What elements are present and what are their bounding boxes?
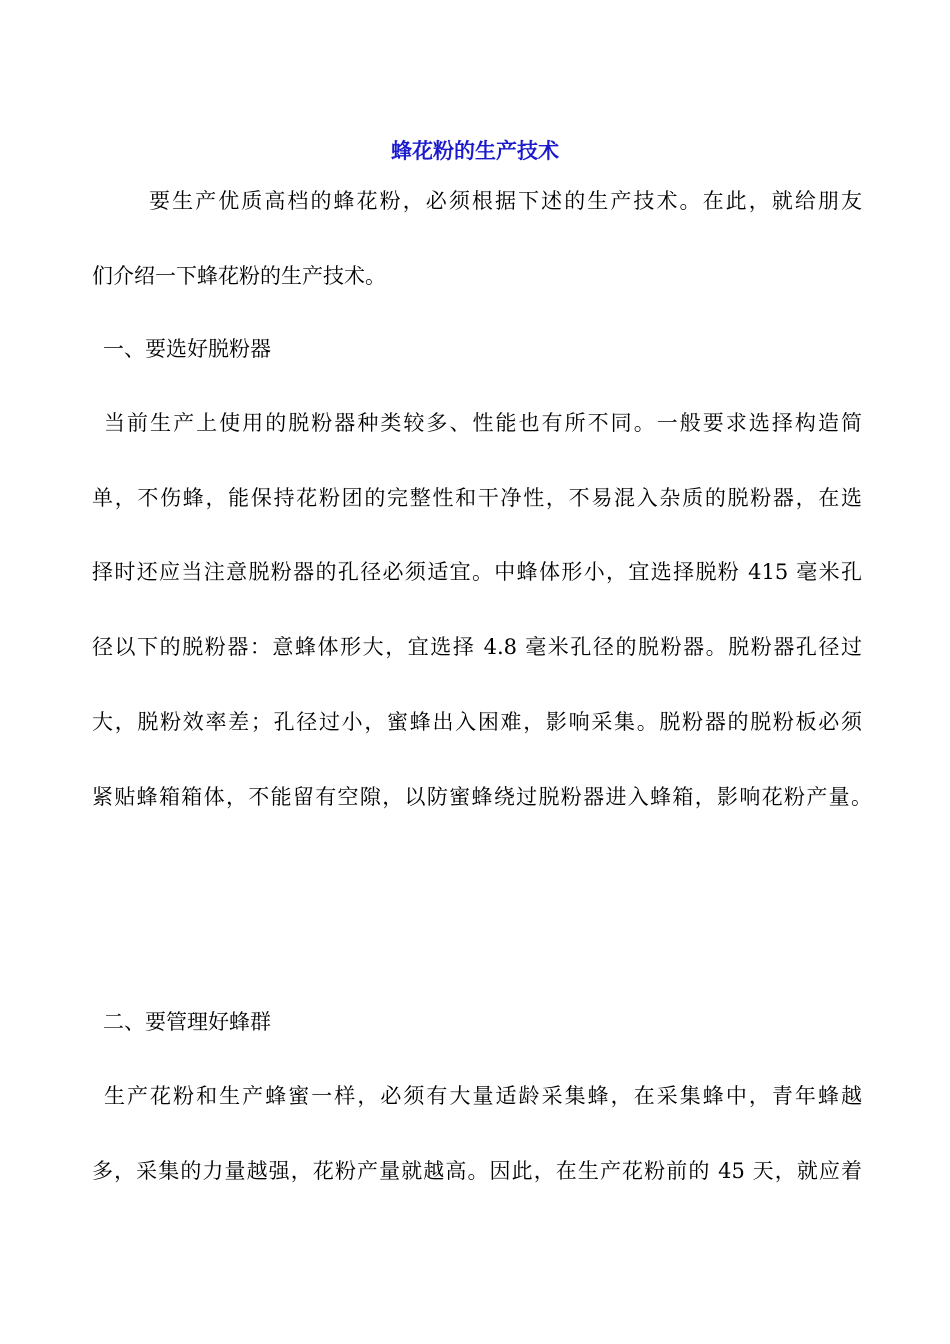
intro-line: 要生产优质高档的蜂花粉，必须根据下述的生产技术。在此，就给朋友 xyxy=(149,189,862,213)
paragraph-line: 单，不伤蜂，能保持花粉团的完整性和干净性，不易混入杂质的脱粉器，在选 xyxy=(92,486,862,510)
paragraph-line: 大，脱粉效率差；孔径过小，蜜蜂出入困难，影响采集。脱粉器的脱粉板必须 xyxy=(92,710,862,734)
document-title: 蜂花粉的生产技术 xyxy=(391,138,559,163)
section-heading-2: 二、要管理好蜂群 xyxy=(103,1010,271,1034)
intro-line: 们介绍一下蜂花粉的生产技术。 xyxy=(92,264,386,288)
paragraph-line: 多，采集的力量越强，花粉产量就越高。因此，在生产花粉前的 45 天，就应着 xyxy=(92,1159,862,1183)
paragraph-line: 择时还应当注意脱粉器的孔径必须适宜。中蜂体形小，宜选择脱粉 415 毫米孔 xyxy=(92,560,862,584)
paragraph-line: 径以下的脱粉器：意蜂体形大，宜选择 4.8 毫米孔径的脱粉器。脱粉器孔径过 xyxy=(92,635,862,659)
paragraph-line: 当前生产上使用的脱粉器种类较多、性能也有所不同。一般要求选择构造简 xyxy=(104,411,862,435)
paragraph-line: 紧贴蜂箱箱体，不能留有空隙，以防蜜蜂绕过脱粉器进入蜂箱，影响花粉产量。 xyxy=(92,785,872,809)
paragraph-line: 生产花粉和生产蜂蜜一样，必须有大量适龄采集蜂，在采集蜂中，青年蜂越 xyxy=(104,1084,862,1108)
section-heading-1: 一、要选好脱粉器 xyxy=(103,337,271,361)
